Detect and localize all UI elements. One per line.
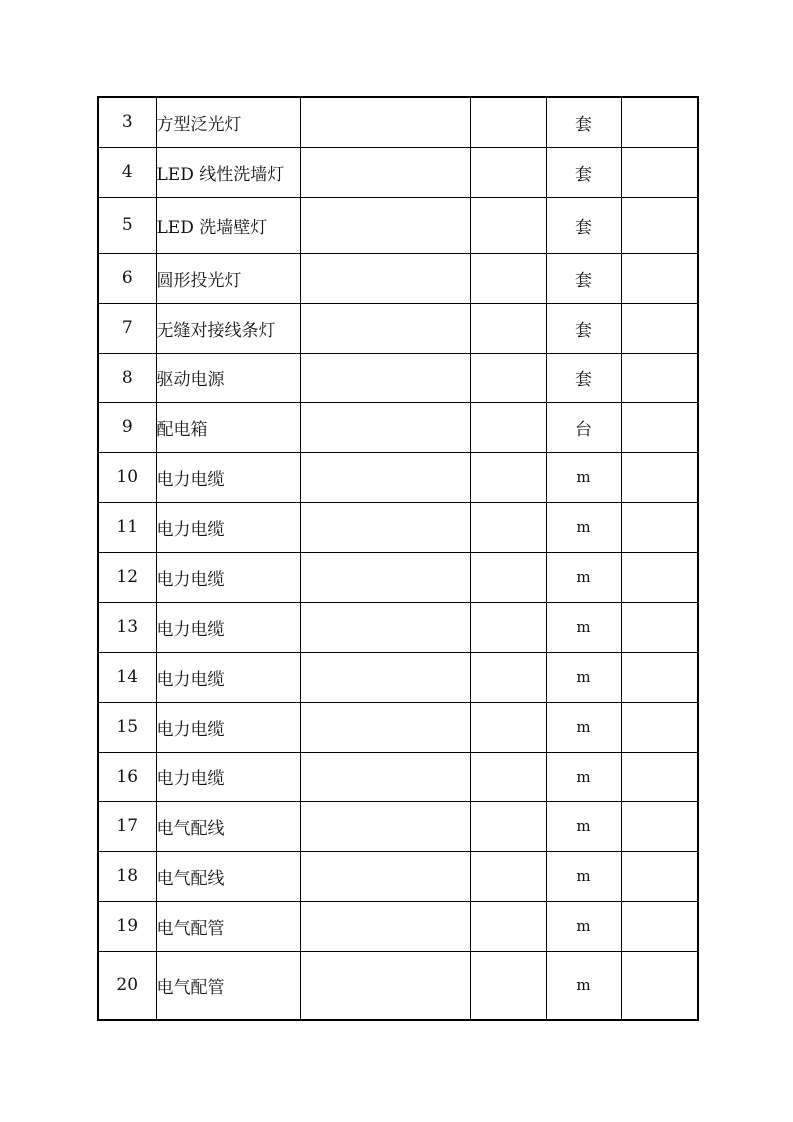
- table-row: [98, 652, 698, 702]
- item-name-cell[interactable]: 电气配管: [156, 951, 300, 1020]
- remark-cell[interactable]: [621, 602, 698, 652]
- specification-cell[interactable]: [300, 303, 470, 353]
- table-row: [98, 303, 698, 353]
- row-number-cell[interactable]: 9: [98, 402, 156, 452]
- unit-cell[interactable]: m: [546, 702, 621, 752]
- remark-cell[interactable]: [621, 452, 698, 502]
- specification-cell[interactable]: [300, 452, 470, 502]
- specification-cell[interactable]: [300, 801, 470, 851]
- row-number-cell[interactable]: 11: [98, 502, 156, 552]
- item-name-cell[interactable]: 电力电缆: [156, 452, 300, 502]
- item-name-cell[interactable]: 配电箱: [156, 402, 300, 452]
- unit-cell[interactable]: m: [546, 452, 621, 502]
- specification-cell[interactable]: [300, 901, 470, 951]
- item-name-cell[interactable]: 电气配管: [156, 901, 300, 951]
- table-row: [98, 702, 698, 752]
- row-number-cell[interactable]: 12: [98, 552, 156, 602]
- item-name-cell[interactable]: 电力电缆: [156, 502, 300, 552]
- unit-cell[interactable]: 套: [546, 303, 621, 353]
- quantity-cell[interactable]: [470, 652, 546, 702]
- specification-cell[interactable]: [300, 147, 470, 197]
- remark-cell[interactable]: [621, 951, 698, 1020]
- remark-cell[interactable]: [621, 502, 698, 552]
- specification-cell[interactable]: [300, 552, 470, 602]
- quantity-cell[interactable]: [470, 97, 546, 147]
- unit-cell[interactable]: m: [546, 951, 621, 1020]
- table-row: [98, 353, 698, 402]
- remark-cell[interactable]: [621, 303, 698, 353]
- row-number-cell[interactable]: 8: [98, 353, 156, 402]
- remark-cell[interactable]: [621, 197, 698, 253]
- quantity-cell[interactable]: [470, 502, 546, 552]
- row-number-cell[interactable]: 15: [98, 702, 156, 752]
- table-row: [98, 851, 698, 901]
- table-body: [98, 97, 698, 1020]
- quantity-cell[interactable]: [470, 147, 546, 197]
- item-name-cell[interactable]: 电气配线: [156, 851, 300, 901]
- quantity-cell[interactable]: [470, 552, 546, 602]
- table-row: [98, 602, 698, 652]
- row-number-cell[interactable]: 18: [98, 851, 156, 901]
- specification-cell[interactable]: [300, 253, 470, 303]
- table-row: [98, 502, 698, 552]
- remark-cell[interactable]: [621, 901, 698, 951]
- quantity-cell[interactable]: [470, 402, 546, 452]
- quantity-cell[interactable]: [470, 452, 546, 502]
- specification-cell[interactable]: [300, 602, 470, 652]
- item-name-cell[interactable]: 电力电缆: [156, 702, 300, 752]
- quantity-cell[interactable]: [470, 253, 546, 303]
- table-row: [98, 402, 698, 452]
- row-number-cell[interactable]: 16: [98, 752, 156, 801]
- remark-cell[interactable]: [621, 851, 698, 901]
- remark-cell[interactable]: [621, 552, 698, 602]
- item-name-cell[interactable]: 驱动电源: [156, 353, 300, 402]
- row-number-cell[interactable]: 19: [98, 901, 156, 951]
- remark-cell[interactable]: [621, 702, 698, 752]
- row-number-cell[interactable]: 13: [98, 602, 156, 652]
- item-name-cell[interactable]: 无缝对接线条灯: [156, 303, 300, 353]
- quantity-cell[interactable]: [470, 197, 546, 253]
- row-number-cell[interactable]: 20: [98, 951, 156, 1020]
- specification-cell[interactable]: [300, 197, 470, 253]
- item-name-cell[interactable]: 电力电缆: [156, 752, 300, 801]
- quantity-cell[interactable]: [470, 303, 546, 353]
- table-row: [98, 197, 698, 253]
- row-number-cell[interactable]: 10: [98, 452, 156, 502]
- unit-cell[interactable]: m: [546, 851, 621, 901]
- item-name-cell[interactable]: LED 洗墙壁灯: [156, 197, 300, 253]
- remark-cell[interactable]: [621, 752, 698, 801]
- specification-cell[interactable]: [300, 951, 470, 1020]
- row-number-cell[interactable]: 4: [98, 147, 156, 197]
- item-name-cell[interactable]: 圆形投光灯: [156, 253, 300, 303]
- quantity-cell[interactable]: [470, 801, 546, 851]
- quantity-cell[interactable]: [470, 602, 546, 652]
- unit-cell[interactable]: m: [546, 901, 621, 951]
- item-name-cell[interactable]: 电力电缆: [156, 652, 300, 702]
- unit-cell[interactable]: m: [546, 652, 621, 702]
- remark-cell[interactable]: [621, 402, 698, 452]
- quantity-cell[interactable]: [470, 353, 546, 402]
- table-row: [98, 97, 698, 147]
- remark-cell[interactable]: [621, 253, 698, 303]
- row-number-cell[interactable]: 7: [98, 303, 156, 353]
- quantity-cell[interactable]: [470, 901, 546, 951]
- table-row: [98, 951, 698, 1020]
- specification-cell[interactable]: [300, 353, 470, 402]
- quantity-cell[interactable]: [470, 752, 546, 801]
- row-number-cell[interactable]: 3: [98, 97, 156, 147]
- materials-table: [97, 96, 699, 1021]
- unit-cell[interactable]: 台: [546, 402, 621, 452]
- quantity-cell[interactable]: [470, 951, 546, 1020]
- specification-cell[interactable]: [300, 652, 470, 702]
- unit-cell[interactable]: 套: [546, 197, 621, 253]
- row-number-cell[interactable]: 6: [98, 253, 156, 303]
- remark-cell[interactable]: [621, 801, 698, 851]
- table-row: [98, 452, 698, 502]
- remark-cell[interactable]: [621, 652, 698, 702]
- unit-cell[interactable]: 套: [546, 147, 621, 197]
- item-name-cell[interactable]: 电力电缆: [156, 552, 300, 602]
- unit-cell[interactable]: m: [546, 752, 621, 801]
- specification-cell[interactable]: [300, 752, 470, 801]
- remark-cell[interactable]: [621, 147, 698, 197]
- table-row: [98, 801, 698, 851]
- unit-cell[interactable]: m: [546, 801, 621, 851]
- specification-cell[interactable]: [300, 851, 470, 901]
- row-number-cell[interactable]: 14: [98, 652, 156, 702]
- table-row: [98, 147, 698, 197]
- remark-cell[interactable]: [621, 97, 698, 147]
- specification-cell[interactable]: [300, 502, 470, 552]
- unit-cell[interactable]: 套: [546, 97, 621, 147]
- specification-cell[interactable]: [300, 97, 470, 147]
- item-name-cell[interactable]: 电力电缆: [156, 602, 300, 652]
- row-number-cell[interactable]: 5: [98, 197, 156, 253]
- table-row: [98, 552, 698, 602]
- unit-cell[interactable]: m: [546, 602, 621, 652]
- unit-cell[interactable]: 套: [546, 353, 621, 402]
- unit-cell[interactable]: m: [546, 552, 621, 602]
- unit-cell[interactable]: m: [546, 502, 621, 552]
- item-name-cell[interactable]: 电气配线: [156, 801, 300, 851]
- item-name-cell[interactable]: LED 线性洗墙灯: [156, 147, 300, 197]
- specification-cell[interactable]: [300, 702, 470, 752]
- table-row: [98, 752, 698, 801]
- table-row: [98, 901, 698, 951]
- remark-cell[interactable]: [621, 353, 698, 402]
- quantity-cell[interactable]: [470, 702, 546, 752]
- quantity-cell[interactable]: [470, 851, 546, 901]
- row-number-cell[interactable]: 17: [98, 801, 156, 851]
- specification-cell[interactable]: [300, 402, 470, 452]
- table-row: [98, 253, 698, 303]
- item-name-cell[interactable]: 方型泛光灯: [156, 97, 300, 147]
- unit-cell[interactable]: 套: [546, 253, 621, 303]
